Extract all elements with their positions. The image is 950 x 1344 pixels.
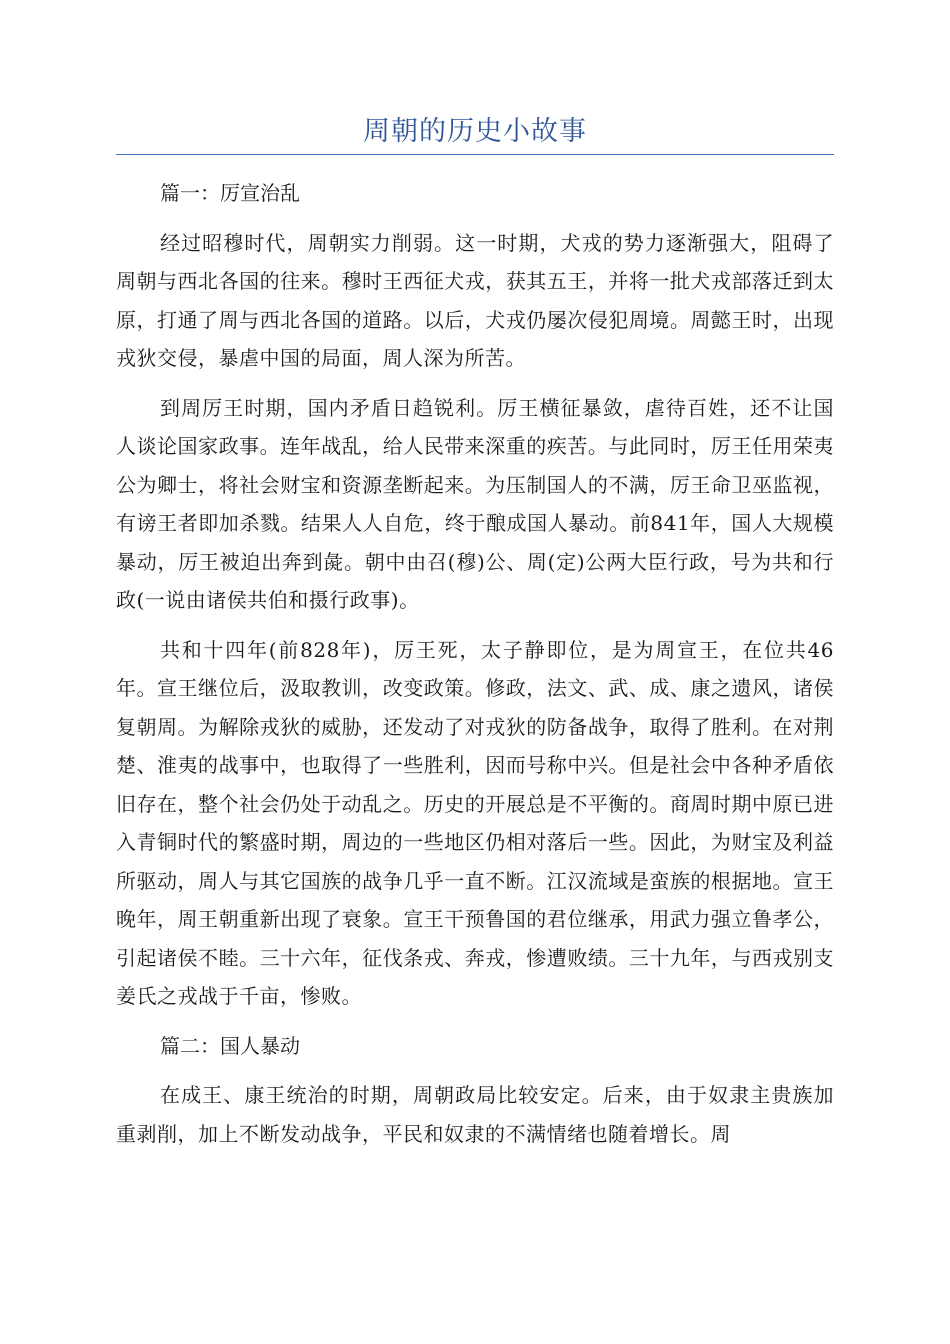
section-heading-2: 篇二：国人暴动 [160,1033,300,1058]
document-title: 周朝的历史小故事 [363,116,587,147]
document-body [116,174,834,1164]
paragraph-1-2: 到周厉王时期，国内矛盾日趋锐利。厉王横征暴敛，虐待百姓，还不让国人谈论国家政事。连年战乱，给人民带来深重的疾苦。与此同时，厉王任用荣夷公为卿士，将社会财宝和资源垄断起来。为压制国人的不满，厉王命卫巫监视，有谤王者即加杀戮。结果人人自危，终于酿成国人暴动。前841年，国人大规模暴动，厉王被迫出奔到彘。朝中由召(穆)公、周(定)公两大臣行政，号为共和行政(一说由诸侯共伯和摄行政事)。 [116,395,834,612]
paragraph-1-1: 经过昭穆时代，周朝实力削弱。这一时期，犬戎的势力逐渐强大，阻碍了周朝与西北各国的往来。穆时王西征犬戎，获其五王，并将一批犬戎部落迁到太原，打通了周与西北各国的道路。以后，犬戎仍屡次侵犯周境。周懿王时，出现戎狄交侵，暴虐中国的局面，周人深为所苦。 [116,230,834,370]
section-heading-1: 篇一：厉宣治乱 [160,181,300,205]
title-underline [116,154,834,155]
paragraph-2-1: 在成王、康王统治的时期，周朝政局比较安定。后来，由于奴隶主贵族加重剥削，加上不断发动战争，平民和奴隶的不满情绪也随着增长。周 [116,1083,834,1146]
paragraph-1-3: 共和十四年(前828年)，厉王死，太子静即位，是为周宣王，在位共46年。宣王继位后，汲取教训，改变政策。修政，法文、武、成、康之遗风，诸侯复朝周。为解除戎狄的威胁，还发动了对戎狄的防备战争，取得了胜利。在对荆楚、淮夷的战事中，也取得了一些胜利，因而号称中兴。但是社会中各种矛盾依旧存在，整个社会仍处于动乱之。历史的开展总是不平衡的。商周时期中原已进入青铜时代的繁盛时期，周边的一些地区仍相对落后一些。因此，为财宝及利益所驱动，周人与其它国族的战争几乎一直不断。江汉流域是蛮族的根据地。宣王晚年，周王朝重新出现了衰象。宣王干预鲁国的君位继承，用武力强立鲁孝公，引起诸侯不睦。三十六年，征伐条戎、奔戎，惨遭败绩。三十九年，与西戎别支姜氏之戎战于千亩，惨败。 [116,637,834,1008]
